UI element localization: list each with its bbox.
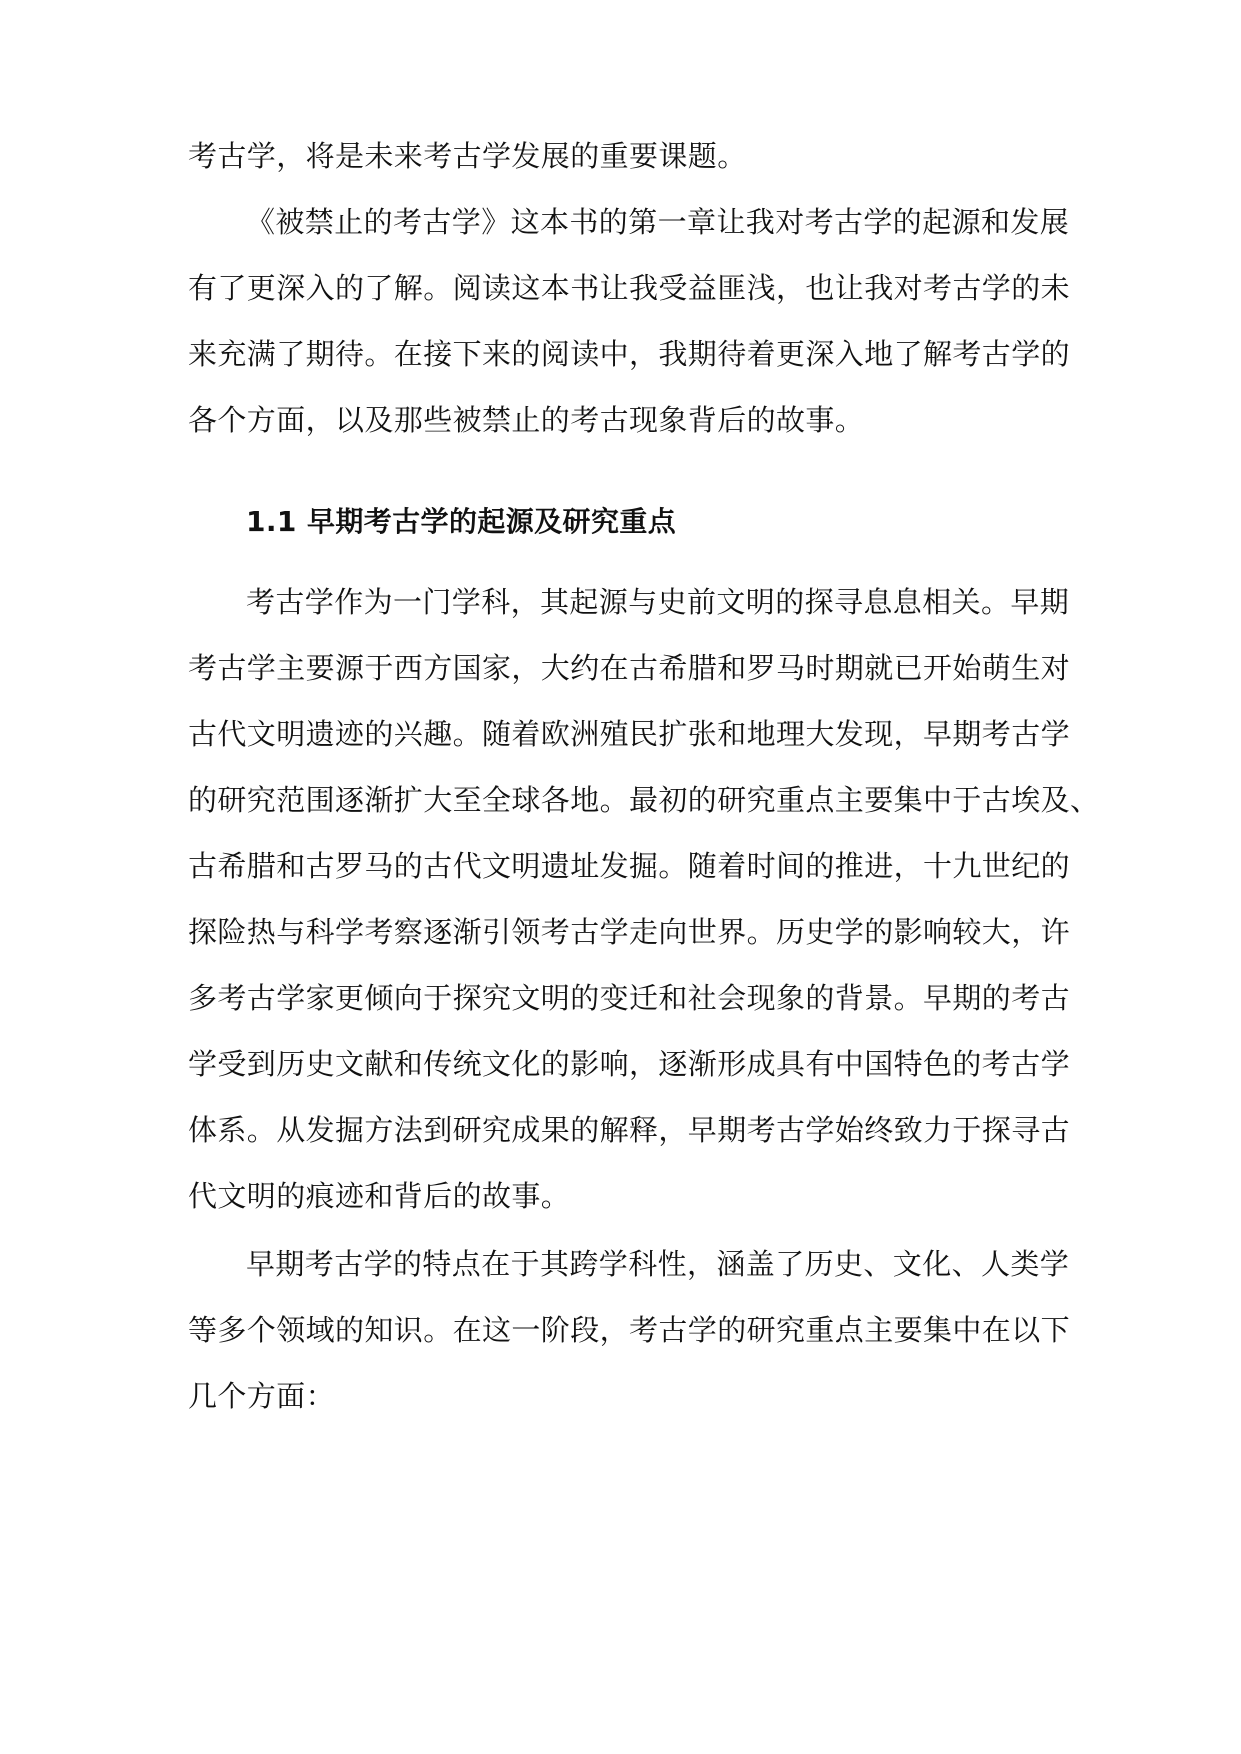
text-line: 探险热与科学考察逐渐引领考古学走向世界。历史学的影响较大，许 — [188, 915, 1071, 949]
text-line: 来充满了期待。在接下来的阅读中，我期待着更深入地了解考古学的 — [188, 337, 1071, 371]
section-heading: 1.1 早期考古学的起源及研究重点 — [246, 505, 677, 538]
text-line: 等多个领域的知识。在这一阶段，考古学的研究重点主要集中在以下 — [188, 1313, 1071, 1347]
text-line: 各个方面，以及那些被禁止的考古现象背后的故事。 — [188, 403, 865, 437]
text-line: 多考古学家更倾向于探究文明的变迁和社会现象的背景。早期的考古 — [188, 981, 1071, 1015]
text-line: 考古学主要源于西方国家，大约在古希腊和罗马时期就已开始萌生对 — [188, 651, 1071, 685]
text-line: 古希腊和古罗马的古代文明遗址发掘。随着时间的推进，十九世纪的 — [188, 849, 1071, 883]
text-line: 考古学作为一门学科，其起源与史前文明的探寻息息相关。早期 — [246, 585, 1070, 619]
text-line: 古代文明遗迹的兴趣。随着欧洲殖民扩张和地理大发现，早期考古学 — [188, 717, 1071, 751]
text-line: 考古学，将是未来考古学发展的重要课题。 — [188, 139, 747, 173]
text-line: 几个方面： — [188, 1379, 336, 1413]
text-line: 体系。从发掘方法到研究成果的解释，早期考古学始终致力于探寻古 — [188, 1113, 1071, 1147]
text-line: 的研究范围逐渐扩大至全球各地。最初的研究重点主要集中于古埃及、 — [188, 783, 1100, 817]
text-line: 学受到历史文献和传统文化的影响，逐渐形成具有中国特色的考古学 — [188, 1047, 1071, 1081]
text-line: 早期考古学的特点在于其跨学科性，涵盖了历史、文化、人类学 — [246, 1247, 1070, 1281]
text-line: 《被禁止的考古学》这本书的第一章让我对考古学的起源和发展 — [246, 205, 1070, 239]
text-line: 有了更深入的了解。阅读这本书让我受益匪浅，也让我对考古学的未 — [188, 271, 1071, 305]
text-line: 代文明的痕迹和背后的故事。 — [188, 1179, 571, 1213]
